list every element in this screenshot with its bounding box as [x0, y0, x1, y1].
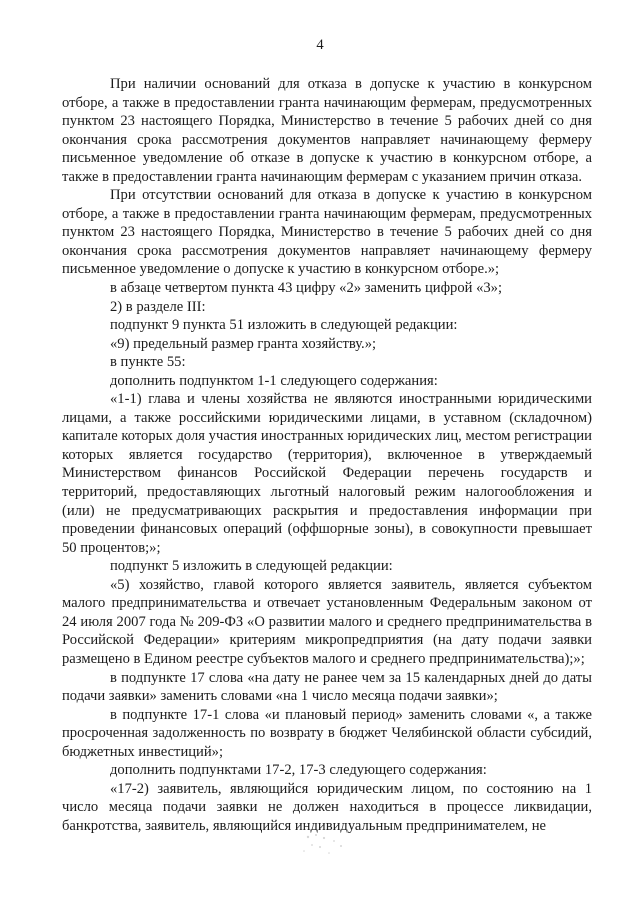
faint-stamp-mark — [294, 829, 354, 859]
paragraph: «17-2) заявитель, являющийся юридическим лицом, по состоянию на 1 число месяца подачи заявки не должен находиться в процессе ликвидации, банкротства, заявитель, являющийся индивидуальным предпринимателем, не — [62, 780, 592, 834]
document-body — [62, 75, 592, 835]
paragraph: в абзаце четвертом пункта 43 цифру «2» заменить цифрой «3»; — [110, 280, 503, 297]
paragraph: «5) хозяйство, главой которого является заявитель, является субъектом малого предпринимательства и отвечает установленным Федеральным законом от 24 июля 2007 года № 209-ФЗ «О развитии малого и среднего предпринимательства в Российской Федерации» критериям микропредприятия (на дату подачи заявки размещено в Едином реестре субъектов малого и среднего предпринимательства);»; — [62, 576, 592, 667]
paragraph: При наличии оснований для отказа в допуске к участию в конкурсном отборе, а также в предоставлении гранта начинающим фермерам, предусмотренных пунктом 23 настоящего Порядка, Министерство в течение 5 рабочих дней со дня окончания срока рассмотрения документов направляет начинающему фермеру письменное уведомление об отказе в допуске к участию в конкурсном отборе, а также в предоставлении гранта начинающим фермерам с указанием причин отказа. — [62, 76, 592, 185]
paragraph: в пункте 55: — [110, 354, 186, 371]
paragraph: «9) предельный размер гранта хозяйству.»; — [110, 335, 377, 352]
paragraph: в подпункте 17 слова «на дату не ранее чем за 15 календарных дней до даты подачи заявки» заменить словами «на 1 число месяца подачи заявки»; — [62, 669, 592, 705]
paragraph: 2) в разделе III: — [110, 298, 206, 315]
paragraph: дополнить подпунктами 17-2, 17-3 следующего содержания: — [110, 762, 487, 779]
paragraph: подпункт 9 пункта 51 изложить в следующей редакции: — [110, 317, 458, 334]
paragraph: При отсутствии оснований для отказа в допуске к участию в конкурсном отборе, а также в предоставлении гранта начинающим фермерам, предусмотренных пунктом 23 настоящего Порядка, Министерство в течение 5 рабочих дней со дня окончания срока рассмотрения документов направляет начинающему фермеру письменное уведомление о допуске к участию в конкурсном отборе.»; — [62, 187, 592, 278]
paragraph: подпункт 5 изложить в следующей редакции: — [110, 558, 393, 575]
paragraph: дополнить подпунктом 1-1 следующего содержания: — [110, 372, 438, 389]
paragraph: «1-1) глава и члены хозяйства не являются иностранными юридическими лицами, а также российскими юридическими лицами, в уставном (складочном) капитале которых доля участия иностранных юридических лиц, местом регистрации которых является государство (территория), включенное в утверждаемый Министерством финансов Российской Федерации перечень государств и территорий, предоставляющих льготный налоговый режим налогообложения и (или) не предусматривающих раскрытия и предоставления информации при проведении финансовых операций (оффшорные зоны), в совокупности превышает 50 процентов;»; — [62, 391, 592, 556]
paragraph: в подпункте 17-1 слова «и плановый период» заменить словами «, а также просроченная задолженность по возврату в бюджет Челябинской области субсидий, бюджетных инвестиций»; — [62, 706, 592, 760]
page-number: 4 — [316, 37, 324, 53]
